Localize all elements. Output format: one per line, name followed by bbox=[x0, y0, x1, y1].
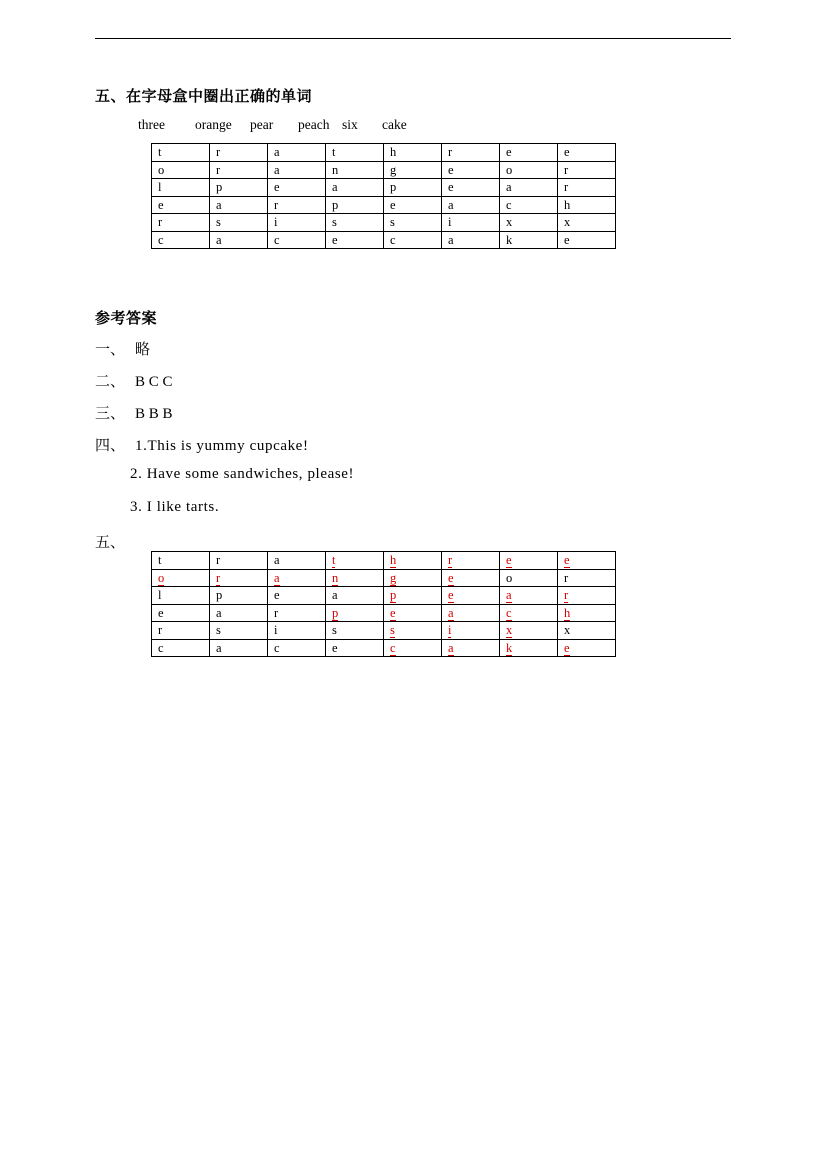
grid-cell: e bbox=[152, 196, 210, 214]
grid-cell bbox=[210, 569, 268, 587]
grid-cell bbox=[384, 639, 442, 657]
grid-cell bbox=[442, 587, 500, 605]
grid-cell-marked: a bbox=[274, 570, 280, 585]
answer-text: 1.This is yummy cupcake! bbox=[135, 438, 309, 454]
grid-cell: t bbox=[152, 144, 210, 162]
grid-cell-marked: n bbox=[332, 570, 339, 585]
grid-cell: r bbox=[268, 604, 326, 622]
grid-cell: r bbox=[210, 161, 268, 179]
answer-label: 五、 bbox=[95, 535, 126, 551]
grid-row bbox=[152, 196, 616, 214]
grid-cell: r bbox=[558, 161, 616, 179]
grid-row bbox=[152, 569, 616, 587]
grid-cell: c bbox=[152, 639, 210, 657]
grid-row bbox=[152, 622, 616, 640]
grid-cell: e bbox=[442, 161, 500, 179]
answer-text: B B B bbox=[135, 406, 173, 422]
word-item: pear bbox=[250, 117, 274, 132]
grid-cell-marked: a bbox=[448, 640, 454, 655]
grid-cell-marked: e bbox=[390, 605, 396, 620]
grid-row bbox=[152, 231, 616, 249]
question-5-word-list bbox=[138, 117, 422, 133]
grid-cell: p bbox=[210, 179, 268, 197]
grid-cell bbox=[500, 552, 558, 570]
grid-cell-marked: x bbox=[506, 623, 513, 637]
grid-cell: e bbox=[500, 144, 558, 162]
grid-cell bbox=[384, 604, 442, 622]
grid-cell-marked: a bbox=[448, 605, 454, 620]
grid-row bbox=[152, 552, 616, 570]
answer-label: 二、 bbox=[95, 374, 126, 390]
grid-cell-marked: h bbox=[390, 553, 397, 567]
grid-cell bbox=[384, 552, 442, 570]
grid-cell: i bbox=[442, 214, 500, 232]
grid-cell-marked: a bbox=[506, 588, 512, 602]
grid-cell bbox=[384, 587, 442, 605]
grid-row bbox=[152, 639, 616, 657]
grid-cell-marked: r bbox=[564, 588, 569, 602]
grid-cell: k bbox=[500, 231, 558, 249]
grid-cell bbox=[326, 569, 384, 587]
grid-cell bbox=[558, 552, 616, 570]
grid-cell: s bbox=[384, 214, 442, 232]
grid-cell: t bbox=[152, 552, 210, 570]
grid-cell-marked: c bbox=[506, 605, 512, 620]
grid-cell-marked: h bbox=[564, 605, 571, 620]
grid-cell: c bbox=[268, 639, 326, 657]
answer-label: 一、 bbox=[95, 342, 126, 358]
word-item: orange bbox=[195, 117, 232, 132]
answer-text: 略 bbox=[135, 342, 151, 358]
grid-cell bbox=[500, 639, 558, 657]
grid-cell: a bbox=[268, 161, 326, 179]
grid-cell: l bbox=[152, 587, 210, 605]
grid-cell-marked: c bbox=[390, 640, 396, 655]
grid-cell: a bbox=[442, 231, 500, 249]
grid-cell bbox=[558, 639, 616, 657]
grid-cell: e bbox=[326, 639, 384, 657]
answer-line-2 bbox=[95, 370, 173, 391]
grid-cell-marked: g bbox=[390, 570, 397, 585]
grid-cell: n bbox=[326, 161, 384, 179]
grid-cell: e bbox=[152, 604, 210, 622]
answer-line-5 bbox=[95, 531, 135, 552]
grid-cell bbox=[558, 587, 616, 605]
grid-cell bbox=[442, 622, 500, 640]
grid-cell bbox=[442, 639, 500, 657]
grid-cell: a bbox=[442, 196, 500, 214]
answer-text: B C C bbox=[135, 374, 173, 390]
grid-cell bbox=[268, 569, 326, 587]
grid-cell bbox=[152, 569, 210, 587]
grid-cell: p bbox=[210, 587, 268, 605]
grid-cell: g bbox=[384, 161, 442, 179]
grid-cell-marked: e bbox=[448, 588, 454, 602]
grid-cell: h bbox=[558, 196, 616, 214]
grid-cell: l bbox=[152, 179, 210, 197]
grid-cell: a bbox=[326, 179, 384, 197]
answer-label: 三、 bbox=[95, 406, 126, 422]
header-rule bbox=[95, 38, 731, 39]
answer-line-4 bbox=[95, 434, 309, 455]
grid-cell: e bbox=[442, 179, 500, 197]
grid-cell bbox=[442, 604, 500, 622]
grid-cell: e bbox=[326, 231, 384, 249]
question-5-letter-grid bbox=[151, 143, 616, 249]
word-item: six bbox=[342, 117, 358, 132]
answers-heading: 参考答案 bbox=[95, 309, 158, 327]
grid-cell-marked: r bbox=[216, 570, 221, 585]
grid-cell: a bbox=[268, 552, 326, 570]
grid-cell: r bbox=[152, 622, 210, 640]
grid-row bbox=[152, 144, 616, 162]
grid-cell: r bbox=[152, 214, 210, 232]
grid-cell: i bbox=[268, 622, 326, 640]
grid-cell-marked: k bbox=[506, 640, 513, 655]
grid-cell: e bbox=[558, 231, 616, 249]
grid-cell bbox=[442, 569, 500, 587]
grid-cell: a bbox=[210, 231, 268, 249]
grid-cell-marked: e bbox=[564, 553, 570, 567]
grid-cell: e bbox=[384, 196, 442, 214]
grid-cell-marked: o bbox=[158, 570, 165, 585]
grid-row bbox=[152, 214, 616, 232]
grid-cell bbox=[384, 622, 442, 640]
word-item: peach bbox=[298, 117, 330, 132]
grid-cell-marked: p bbox=[332, 605, 339, 620]
grid-cell-marked: s bbox=[390, 623, 395, 637]
grid-cell: s bbox=[326, 214, 384, 232]
answer-label: 四、 bbox=[95, 438, 126, 454]
grid-cell: r bbox=[210, 552, 268, 570]
answer-line-1 bbox=[95, 338, 150, 359]
grid-cell: o bbox=[500, 569, 558, 587]
question-5-heading: 五、在字母盒中圈出正确的单词 bbox=[95, 87, 313, 105]
grid-cell: p bbox=[384, 179, 442, 197]
answer-line-4-item-3: 3. I like tarts. bbox=[130, 499, 220, 515]
grid-cell: s bbox=[326, 622, 384, 640]
grid-cell-marked: r bbox=[448, 553, 453, 567]
grid-cell: o bbox=[152, 161, 210, 179]
grid-cell: s bbox=[210, 214, 268, 232]
grid-cell: r bbox=[268, 196, 326, 214]
answer-line-4-item-2: 2. Have some sandwiches, please! bbox=[130, 466, 355, 482]
grid-cell: e bbox=[268, 179, 326, 197]
grid-cell: c bbox=[384, 231, 442, 249]
grid-cell bbox=[500, 604, 558, 622]
grid-cell: a bbox=[210, 639, 268, 657]
grid-cell: o bbox=[500, 161, 558, 179]
grid-cell: s bbox=[210, 622, 268, 640]
grid-row bbox=[152, 161, 616, 179]
grid-cell bbox=[442, 552, 500, 570]
grid-cell bbox=[326, 604, 384, 622]
grid-cell bbox=[384, 569, 442, 587]
grid-cell: a bbox=[210, 196, 268, 214]
grid-cell-marked: e bbox=[448, 570, 454, 585]
grid-cell: x bbox=[500, 214, 558, 232]
grid-cell: i bbox=[268, 214, 326, 232]
grid-cell: e bbox=[558, 144, 616, 162]
grid-cell: c bbox=[152, 231, 210, 249]
grid-row bbox=[152, 587, 616, 605]
grid-cell: h bbox=[384, 144, 442, 162]
grid-cell bbox=[500, 622, 558, 640]
grid-cell-marked: i bbox=[448, 623, 452, 637]
grid-cell: r bbox=[558, 179, 616, 197]
word-item: three bbox=[138, 117, 165, 132]
grid-cell bbox=[558, 604, 616, 622]
grid-cell: e bbox=[268, 587, 326, 605]
grid-cell: a bbox=[326, 587, 384, 605]
grid-cell: x bbox=[558, 214, 616, 232]
answer-line-3 bbox=[95, 402, 173, 423]
grid-cell-marked: e bbox=[506, 553, 512, 567]
word-item: cake bbox=[382, 117, 407, 132]
grid-cell: r bbox=[442, 144, 500, 162]
grid-cell-marked: e bbox=[564, 640, 570, 655]
grid-cell-marked: t bbox=[332, 553, 336, 567]
grid-cell bbox=[500, 587, 558, 605]
grid-cell: r bbox=[558, 569, 616, 587]
grid-cell: c bbox=[268, 231, 326, 249]
grid-cell: r bbox=[210, 144, 268, 162]
grid-cell: c bbox=[500, 196, 558, 214]
grid-cell: x bbox=[558, 622, 616, 640]
grid-row bbox=[152, 604, 616, 622]
grid-row bbox=[152, 179, 616, 197]
grid-cell: t bbox=[326, 144, 384, 162]
grid-cell: a bbox=[500, 179, 558, 197]
answer-letter-grid bbox=[151, 551, 616, 657]
grid-cell: a bbox=[268, 144, 326, 162]
grid-cell: a bbox=[210, 604, 268, 622]
grid-cell bbox=[326, 552, 384, 570]
grid-cell: p bbox=[326, 196, 384, 214]
grid-cell-marked: p bbox=[390, 588, 397, 602]
